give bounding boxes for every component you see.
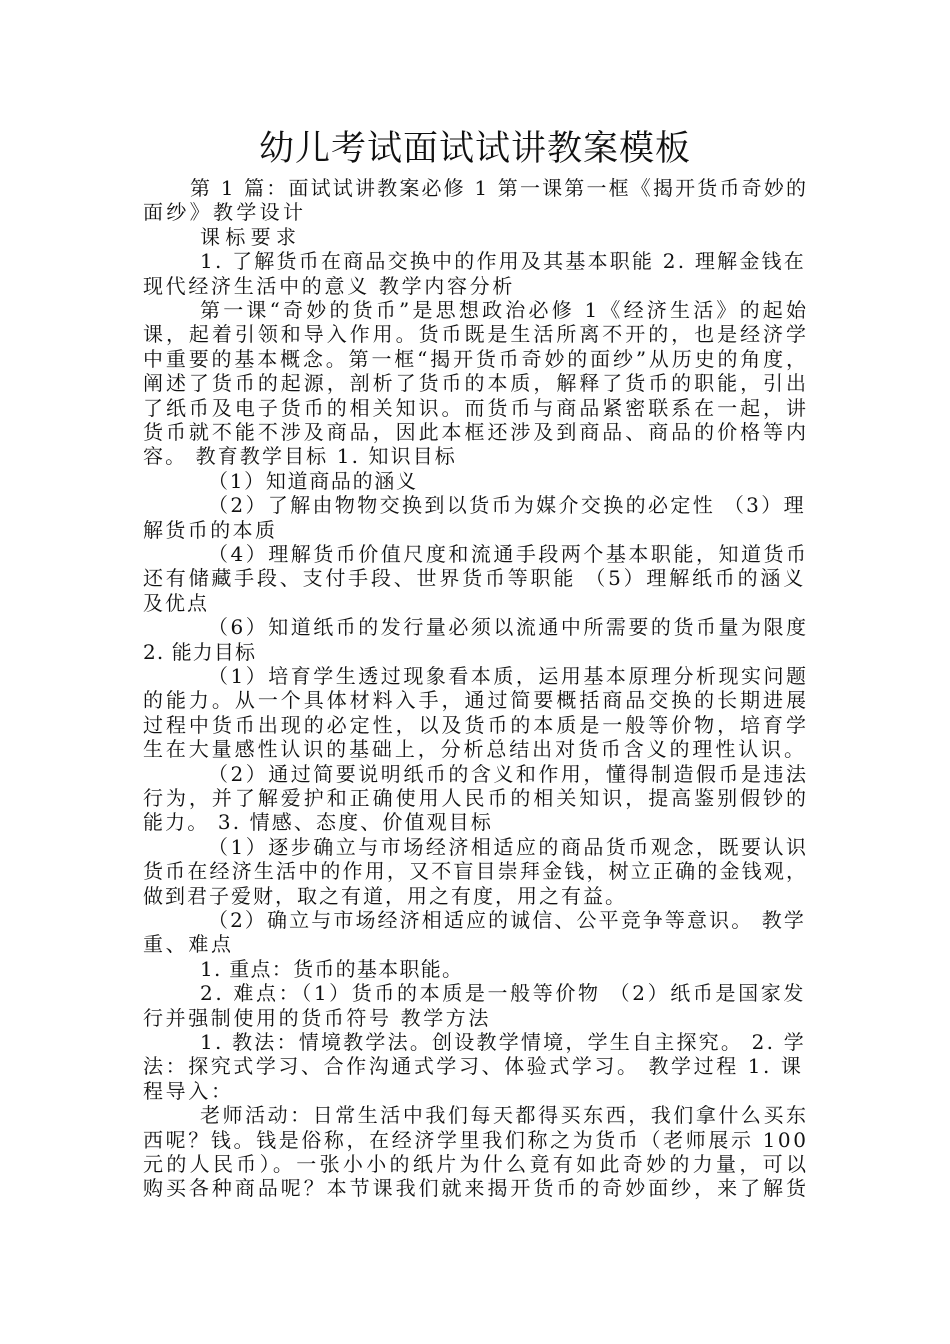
text-line: 了纸币及电子货币的相关知识。而货币与商品紧密联系在一起，讲: [143, 396, 809, 420]
text-line: 课标要求: [200, 225, 302, 249]
text-line: （1）培育学生透过现象看本质，运用基本原理分析现实问题: [208, 664, 809, 688]
document-title: 幼儿考试面试试讲教案模板: [258, 129, 691, 169]
text-line: 元的人民币）。一张小小的纸片为什么竟有如此奇妙的力量，可以: [143, 1152, 810, 1176]
text-line: 行并强制使用的货币符号 教学方法: [143, 1006, 491, 1030]
text-line: 重、难点: [143, 932, 234, 956]
text-line: 中重要的基本概念。第一框“揭开货币奇妙的面纱”从历史的角度，: [143, 347, 809, 371]
text-line: 的能力。从一个具体材料入手，通过简要概括商品交换的长期进展: [143, 688, 809, 712]
text-line: 第一课“奇妙的货币”是思想政治必修 1《经济生活》的起始: [200, 298, 810, 322]
text-line: 法：探究式学习、合作沟通式学习、体验式学习。 教学过程 1. 课: [143, 1054, 804, 1078]
text-line: 现代经济生活中的意义 教学内容分析: [143, 274, 515, 298]
text-line: 2. 能力目标: [143, 640, 257, 664]
text-line: （4）理解货币价值尺度和流通手段两个基本职能，知道货币: [208, 542, 809, 566]
text-line: （6）知道纸币的发行量必须以流通中所需要的货币量为限度: [208, 615, 809, 639]
text-line: 行为，并了解爱护和正确使用人民币的相关知识，提高鉴别假钞的: [143, 786, 809, 810]
text-line: 程导入：: [143, 1079, 234, 1103]
text-line: 解货币的本质: [143, 518, 278, 542]
text-line: 容。 教育教学目标 1. 知识目标: [143, 444, 457, 468]
text-line: （2）了解由物物交换到以货币为媒介交换的必定性 （3）理: [208, 493, 806, 517]
text-line: 面纱》教学设计: [143, 200, 307, 224]
text-line: 购买各种商品呢？本节课我们就来揭开货币的奇妙面纱，来了解货: [143, 1176, 809, 1200]
text-line: （2）确立与市场经济相适应的诚信、公平竞争等意识。 教学: [208, 908, 806, 932]
text-line: 老师活动：日常生活中我们每天都得买东西，我们拿什么买东: [200, 1103, 809, 1127]
text-line: 第 1 篇：面试试讲教案必修 1 第一课第一框《揭开货币奇妙的: [190, 176, 809, 200]
text-line: 货币在经济生活中的作用，又不盲目崇拜金钱，树立正确的金钱观，: [143, 859, 809, 883]
text-line: 阐述了货币的起源，剖析了货币的本质，解释了货币的职能，引出: [143, 371, 809, 395]
text-line: 2. 难点：（1）货币的本质是一般等价物 （2）纸币是国家发: [200, 981, 806, 1005]
text-line: 还有储藏手段、支付手段、世界货币等职能 （5）理解纸币的涵义: [143, 566, 806, 590]
text-line: 做到君子爱财，取之有道，用之有度，用之有益。: [143, 884, 627, 908]
text-line: 课，起着引领和导入作用。货币既是生活所离不开的，也是经济学: [143, 322, 809, 346]
text-line: 生在大量感性认识的基础上，分析总结出对货币含义的理性认识。: [143, 737, 807, 761]
text-line: 及优点: [143, 591, 209, 615]
text-line: （2）通过简要说明纸币的含义和作用，懂得制造假币是违法: [208, 762, 809, 786]
text-line: 过程中货币出现的必定性，以及货币的本质是一般等价物，培育学: [143, 713, 809, 737]
text-line: （1）逐步确立与市场经济相适应的商品货币观念，既要认识: [208, 835, 809, 859]
text-line: 西呢？钱。钱是俗称，在经济学里我们称之为货币（老师展示 100: [143, 1128, 809, 1152]
text-line: 1. 重点：货币的基本职能。: [200, 957, 464, 981]
text-line: 能力。 3. 情感、态度、价值观目标: [143, 810, 493, 834]
text-line: 1. 了解货币在商品交换中的作用及其基本职能 2. 理解金钱在: [200, 249, 806, 273]
text-line: 货币就不能不涉及商品，因此本框还涉及到商品、商品的价格等内: [143, 420, 809, 444]
text-line: 1. 教法：情境教学法。创设教学情境，学生自主探究。 2. 学: [200, 1030, 806, 1054]
text-line: （1）知道商品的涵义: [208, 469, 418, 493]
